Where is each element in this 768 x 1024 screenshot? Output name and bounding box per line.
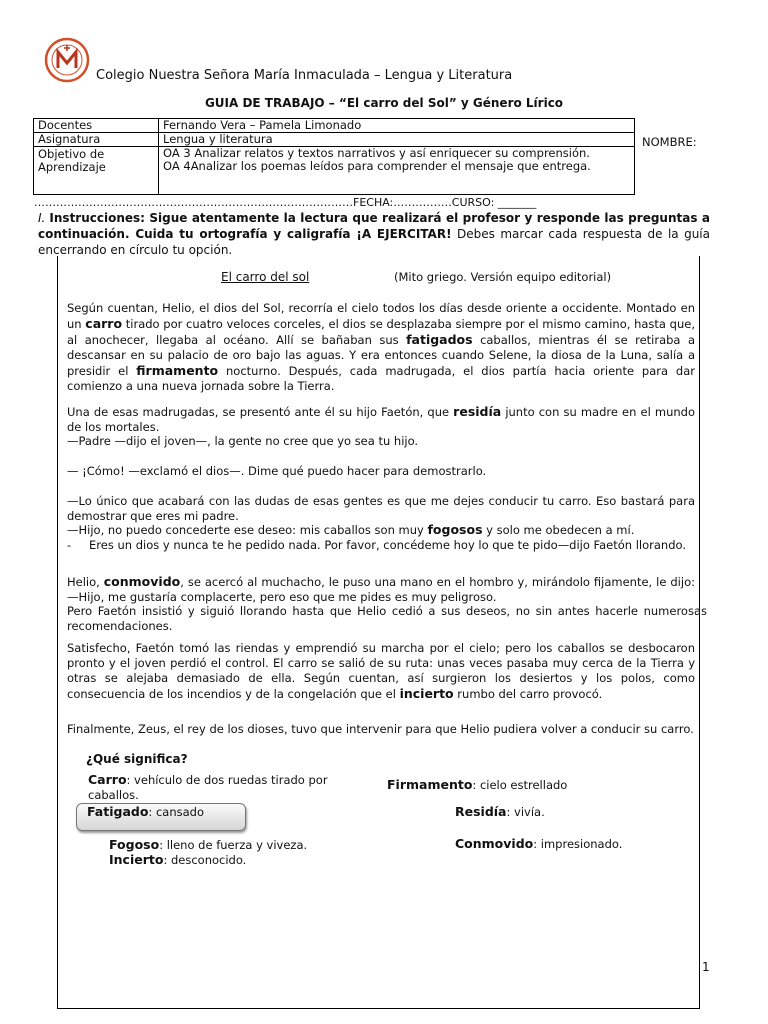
vocab-word: fatigados <box>406 332 473 347</box>
docentes-label: Docentes <box>34 119 159 133</box>
glossary-heading: ¿Qué significa? <box>86 752 188 766</box>
glossary-item <box>88 772 353 803</box>
story-paragraph: Finalmente, Zeus, el rey de los dioses, tuvo que intervenir para que Helio pudiera volver a conducir su carro. <box>67 722 694 736</box>
glossary-def: : cansado <box>148 805 204 819</box>
table-row <box>34 119 635 133</box>
glossary-item <box>387 777 567 793</box>
instructions-text: Debes marcar cada respuesta de la guía encerrando en círculo tu opción. <box>38 227 710 257</box>
table-row <box>34 147 635 195</box>
story-subtitle: (Mito griego. Versión equipo editorial) <box>394 270 612 284</box>
text: caballos, mientras él se retiraba a descansar en su palacio de oro bajo las aguas. Y era entonces cuando Selene, la diosa de la Luna, salía a presidir el <box>67 333 696 378</box>
objetivo-line: OA 3 Analizar relatos y textos narrativos y así enriquecer su comprensión. <box>163 146 590 160</box>
text: , se acercó al muchacho, le puso una mano en el hombro y, mirándolo fijamente, le dijo: —Hijo, me gustaría complacerte, pero eso que me pides es muy peligroso. <box>67 575 695 604</box>
objetivo-value <box>159 147 635 195</box>
story-paragraph <box>67 404 695 435</box>
glossary-item <box>109 852 246 868</box>
story-paragraph: — ¡Cómo! —exclamó el dios—. Dime qué puedo hacer para demostrarlo. <box>67 464 487 478</box>
text: y solo me obedecen a mí. <box>482 523 635 537</box>
glossary-item <box>455 804 545 820</box>
objetivo-label: Objetivo de Aprendizaje <box>34 147 159 195</box>
glossary-term: Residía <box>455 804 507 819</box>
objetivo-line: OA 4Analizar los poemas leídos para comprender el mensaje que entrega. <box>163 159 591 173</box>
school-logo <box>38 37 96 83</box>
glossary-def: : vehículo de dos ruedas tirado por caballos. <box>88 773 328 802</box>
text: Según cuentan, Helio, el dios del Sol, recorría el cielo todos los días desde oriente a occidente. Montado en un <box>67 301 695 331</box>
story-paragraph <box>67 522 695 538</box>
instructions-number: I. <box>38 211 46 225</box>
story-paragraph: —Padre —dijo el joven—, la gente no cree que yo sea tu hijo. <box>67 434 419 448</box>
story-paragraph <box>67 574 695 605</box>
story-paragraph: —Lo único que acabará con las dudas de esas gentes es que me dejes conducir tu carro. Eso bastará para demostrar que eres mi padre. <box>67 494 695 523</box>
asignatura-value: Lengua y literatura <box>159 133 635 147</box>
glossary-term: Conmovido <box>455 836 534 851</box>
vocab-word: carro <box>85 316 123 331</box>
glossary-term: Carro <box>88 772 127 787</box>
school-name: Colegio Nuestra Señora María Inmaculada – Lengua y Literatura <box>96 68 513 83</box>
glossary-term: Fatigado <box>87 804 149 819</box>
glossary-def: : cielo estrellado <box>472 778 568 792</box>
story-paragraph: Pero Faetón insistió y siguió llorando hasta que Helio cedió a sus deseos, no sin antes hacerle numerosas recomendaciones. <box>67 604 707 633</box>
glossary-def: : desconocido. <box>163 853 247 867</box>
guide-title: GUIA DE TRABAJO – “El carro del Sol” y Género Lírico <box>204 96 564 110</box>
docentes-value: Fernando Vera – Pamela Limonado <box>159 119 635 133</box>
text: Una de esas madrugadas, se presentó ante él su hijo Faetón, que <box>67 405 454 419</box>
table-row <box>34 133 635 147</box>
glossary-item <box>455 836 622 852</box>
vocab-word: incierto <box>399 686 454 701</box>
text: tirado por cuatro veloces corceles, el dios se desplazaba siempre por el mismo camino, hasta que, al anochecer, llegaba al océano. Allí se bañaban sus <box>67 317 696 347</box>
asignatura-label: Asignatura <box>34 133 159 147</box>
list-dash: - <box>67 538 72 552</box>
instructions <box>38 210 710 258</box>
text: Satisfecho, Faetón tomó las riendas y emprendió su marcha por el cielo; pero los caballos se desbocaron pronto y el joven perdió el control. El carro se salió de su ruta: unas veces pasaba muy cerca de la Tierra y otras se alejaba demasiado de ella. Según cuentan, así surgieron los desiertos y los polos, como consecuencia de los incendios y de la congelación que el <box>67 641 695 701</box>
glossary-def: : vivía. <box>506 805 545 819</box>
vocab-word: residía <box>453 404 502 419</box>
list-text: Eres un dios y nunca te he pedido nada. Por favor, concédeme hoy lo que te pido—dijo Faetón llorando. <box>89 538 687 552</box>
glossary-def: : lleno de fuerza y viveza. <box>159 838 308 852</box>
page-number: 1 <box>702 960 710 974</box>
list-item <box>67 538 695 553</box>
glossary-term: Fogoso <box>109 837 160 852</box>
glossary-def: : impresionado. <box>533 837 623 851</box>
glossary-item <box>109 837 307 853</box>
nombre-label: NOMBRE: <box>642 135 697 149</box>
vocab-word: conmovido <box>103 574 181 589</box>
info-table <box>33 118 635 195</box>
story-title: El carro del sol <box>221 270 310 284</box>
fecha-curso-line: ……………………………………………………………………………FECHA:…………….CURSO: _______ <box>34 196 537 209</box>
vocab-word: fogosos <box>427 522 483 537</box>
text: —Hijo, no puedo concederte ese deseo: mis caballos son muy <box>67 523 428 537</box>
text: Helio, <box>67 575 104 589</box>
glossary-item <box>87 804 204 820</box>
story-paragraph <box>67 301 695 394</box>
vocab-word: firmamento <box>136 363 219 378</box>
glossary-term: Incierto <box>109 852 164 867</box>
instructions-bold: Instrucciones: Sigue atentamente la lectura que realizará el profesor y responde las preguntas a continuación. Cuida tu ortografía y caligrafía ¡A EJERCITAR! <box>38 211 710 241</box>
story-paragraph <box>67 641 695 702</box>
glossary-term: Firmamento <box>387 777 473 792</box>
text: rumbo del carro provocó. <box>453 687 603 701</box>
text: junto con su madre en el mundo de los mortales. <box>67 405 696 434</box>
text: nocturno. Después, cada madrugada, el dios partía hacia oriente para dar comienzo a una nueva jornada sobre la Tierra. <box>67 364 695 393</box>
